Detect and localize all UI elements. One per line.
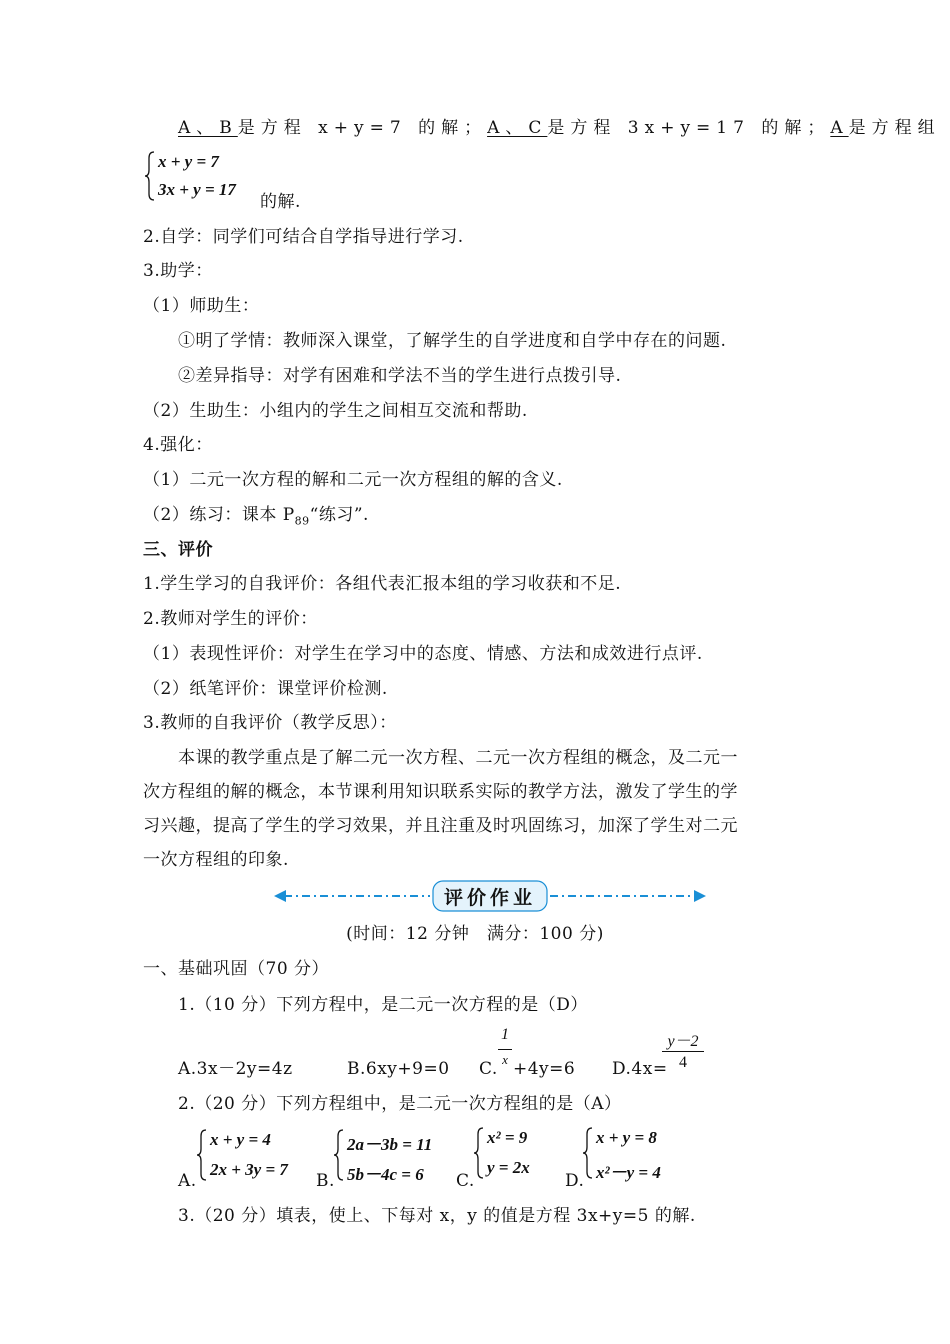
q1-option-c-label: C. [479,1059,498,1079]
question-3: 3.（20 分）填表，使上、下每对 x，y 的值是方程 3x+y=5 的解. [178,1206,696,1226]
intro-text-1: 是方程 x+y=7 的解； [237,118,488,138]
homework-banner [270,878,710,914]
system1-suffix: 的解. [260,192,301,212]
intro-line [178,117,941,139]
q1-option-c-numerator: 1 [501,1026,509,1043]
q2-option-b-label: B. [316,1171,335,1191]
evaluation-1: 1.学生学习的自我评价：各组代表汇报本组的学习收获和不足. [143,574,622,594]
q2-option-b-eq1: 2a－3b = 11 [347,1135,433,1154]
reflection-line-4: 一次方程组的印象. [143,850,289,870]
q2-option-d-label: D. [565,1171,585,1191]
step-3: 3.助学： [143,261,213,281]
q1-option-a: A.3x－2y=4z [178,1059,293,1079]
brace-q2-d [581,1126,595,1180]
q2-option-a-eq1: x + y = 4 [210,1130,271,1149]
q1-option-c-fraction-bar [498,1049,512,1050]
q2-option-d-eq2: x²－y = 4 [596,1163,661,1182]
step-3-1a: ①明了学情：教师深入课堂，了解学生的自学进度和自学中存在的问题. [178,331,727,351]
intro-text-2: 是方程 3x+y=17 的解； [547,118,831,138]
q2-option-b-eq2: 5b－4c = 6 [347,1165,424,1184]
step-4-1: （1）二元一次方程的解和二元一次方程组的解的含义. [143,470,563,490]
evaluation-2-2: （2）纸笔评价：课堂评价检测. [143,679,388,699]
banner-title: 评价作业 [443,887,536,909]
question-2: 2.（20 分）下列方程组中，是二元一次方程组的是（A） [178,1094,622,1114]
evaluation-3: 3.教师的自我评价（教学反思）： [143,713,397,733]
brace-q2-c [472,1126,486,1180]
brace-q2-a [195,1128,209,1182]
evaluation-heading: 三、评价 [143,540,213,560]
reflection-line-3: 习兴趣，提高了学生的学习效果，并且注重及时巩固练习，加深了学生对二元 [143,816,738,836]
question-1: 1.（10 分）下列方程中，是二元一次方程的是（D） [178,995,588,1015]
answer-a: A [830,118,849,138]
step-3-1: （1）师助生： [143,296,260,316]
homework-section-1: 一、基础巩固（70 分） [143,959,330,979]
q2-option-c-eq2: y = 2x [487,1158,530,1177]
step-4-2-practice: “练习”. [309,505,369,525]
intro-text-3: 是方程组 [848,118,941,138]
q1-option-d-fraction-bar [662,1051,704,1052]
q1-option-d-label: D.4x= [612,1059,668,1079]
step-2: 2.自学：同学们可结合自学指导进行学习. [143,227,464,247]
q2-option-d-eq1: x + y = 8 [596,1128,657,1147]
step-3-1b: ②差异指导：对学有困难和学法不当的学生进行点拨引导. [178,366,622,386]
q2-option-c-eq1: x² = 9 [487,1128,528,1147]
evaluation-2: 2.教师对学生的评价： [143,609,318,629]
system1-eq2: 3x + y = 17 [158,180,236,199]
answer-ab: A、B [178,118,238,138]
page-subscript: 89 [294,514,310,528]
reflection-line-1: 本课的教学重点是了解二元一次方程、二元一次方程组的概念，及二元一 [178,748,738,768]
q1-option-c-denominator: x [502,1052,508,1067]
q1-option-d-denominator: 4 [679,1054,687,1071]
time-line: (时间：12 分钟 满分：100 分) [346,924,604,944]
q1-option-d-numerator: y－2 [667,1033,699,1050]
q2-option-c-label: C. [456,1171,475,1191]
q1-option-b: B.6xy+9=0 [347,1059,450,1079]
evaluation-2-1: （1）表现性评价：对学生在学习中的态度、情感、方法和成效进行点评. [143,644,703,664]
answer-ac: A、C [487,118,548,138]
q2-option-a-label: A. [178,1171,197,1191]
reflection-line-2: 次方程组的解的概念，本节课利用知识联系实际的教学方法，激发了学生的学 [143,782,738,802]
step-4-2 [143,504,369,532]
step-4: 4.强化： [143,435,213,455]
q2-option-a-eq2: 2x + 3y = 7 [210,1160,288,1179]
brace-q2-b [332,1128,346,1182]
system1-eq1: x + y = 7 [158,152,219,171]
step-4-2-text: （2）练习：课本 P [143,505,295,525]
q1-option-c-rest: +4y=6 [513,1059,576,1079]
brace-system1 [143,150,157,202]
step-3-2: （2）生助生：小组内的学生之间相互交流和帮助. [143,401,528,421]
